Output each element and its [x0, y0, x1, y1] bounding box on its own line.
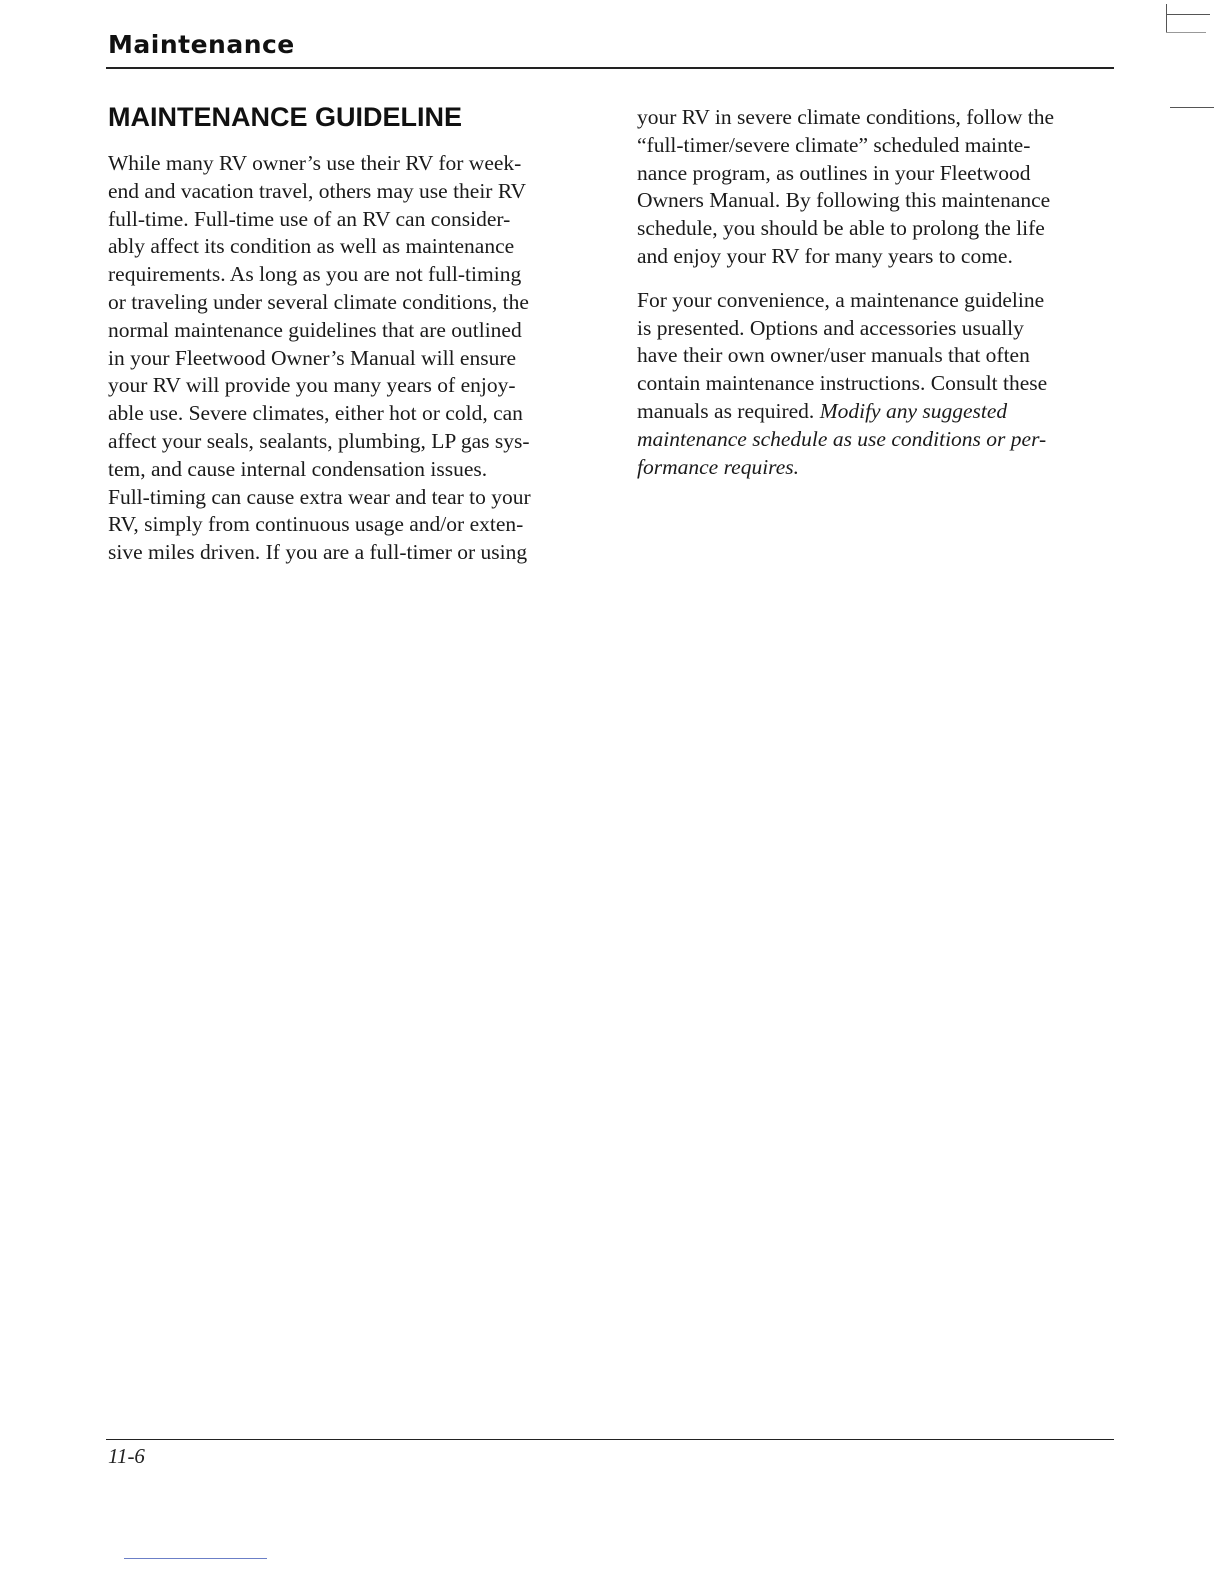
text-line: Owners Manual. By following this maintenance — [637, 188, 1051, 213]
text-line: “full-timer/severe climate” scheduled mainte- — [637, 132, 1031, 157]
italic-line: maintenance schedule as use conditions or per- — [637, 426, 1047, 451]
text-line: RV, simply from continuous usage and/or exten- — [108, 512, 524, 537]
text-line: ably affect its condition as well as maintenance — [108, 234, 515, 259]
corner-scan-mark — [1166, 32, 1206, 33]
bottom-scan-mark — [124, 1558, 267, 1559]
corner-scan-mark — [1166, 14, 1210, 15]
page-header-title: Maintenance — [108, 30, 295, 59]
text-line: or traveling under several climate conditions, the — [108, 289, 529, 314]
text-line-mixed — [637, 398, 1111, 426]
text-line: requirements. As long as you are not full-timing — [108, 262, 522, 287]
text-fragment: manuals as required. — [637, 398, 820, 423]
italic-fragment: Modify any suggested — [819, 398, 1008, 423]
text-line: schedule, you should be able to prolong the life — [637, 216, 1045, 241]
text-line: normal maintenance guidelines that are outlined — [108, 317, 522, 342]
text-line: end and vacation travel, others may use their RV — [108, 178, 526, 203]
text-line: affect your seals, sealants, plumbing, LP gas sys- — [108, 428, 530, 453]
text-line: and enjoy your RV for many years to come. — [637, 243, 1013, 268]
text-line: able use. Severe climates, either hot or cold, can — [108, 401, 523, 426]
text-line: contain maintenance instructions. Consult these — [637, 371, 1048, 396]
corner-scan-mark — [1166, 4, 1167, 32]
text-line: your RV will provide you many years of enjoy- — [108, 373, 516, 398]
text-line: have their own owner/user manuals that often — [637, 343, 1030, 368]
text-line: is presented. Options and accessories usually — [637, 315, 1024, 340]
text-line: While many RV owner’s use their RV for week- — [108, 151, 522, 175]
text-line: nance program, as outlines in your Fleetwood — [637, 160, 1031, 185]
italic-line: formance requires. — [637, 454, 800, 479]
text-line: full-time. Full-time use of an RV can consider- — [108, 206, 511, 231]
page-number: 11-6 — [108, 1444, 145, 1468]
text-line: tem, and cause internal condensation issues. — [108, 456, 488, 481]
section-heading: MAINTENANCE GUIDELINE — [108, 102, 463, 132]
text-line: in your Fleetwood Owner’s Manual will ensure — [108, 345, 517, 370]
text-line: your RV in severe climate conditions, follow the — [637, 105, 1055, 129]
intro-paragraph — [108, 150, 582, 567]
continuation-paragraph — [637, 104, 1111, 271]
left-column — [108, 100, 582, 583]
footer-divider — [106, 1439, 1114, 1440]
right-column — [637, 104, 1111, 497]
margin-scan-mark — [1170, 107, 1214, 108]
header-divider — [106, 67, 1114, 69]
text-line: For your convenience, a maintenance guideline — [637, 287, 1045, 312]
text-line: Full-timing can cause extra wear and tear to your — [108, 484, 531, 509]
convenience-paragraph — [637, 287, 1111, 482]
text-line: sive miles driven. If you are a full-timer or using — [108, 540, 528, 565]
